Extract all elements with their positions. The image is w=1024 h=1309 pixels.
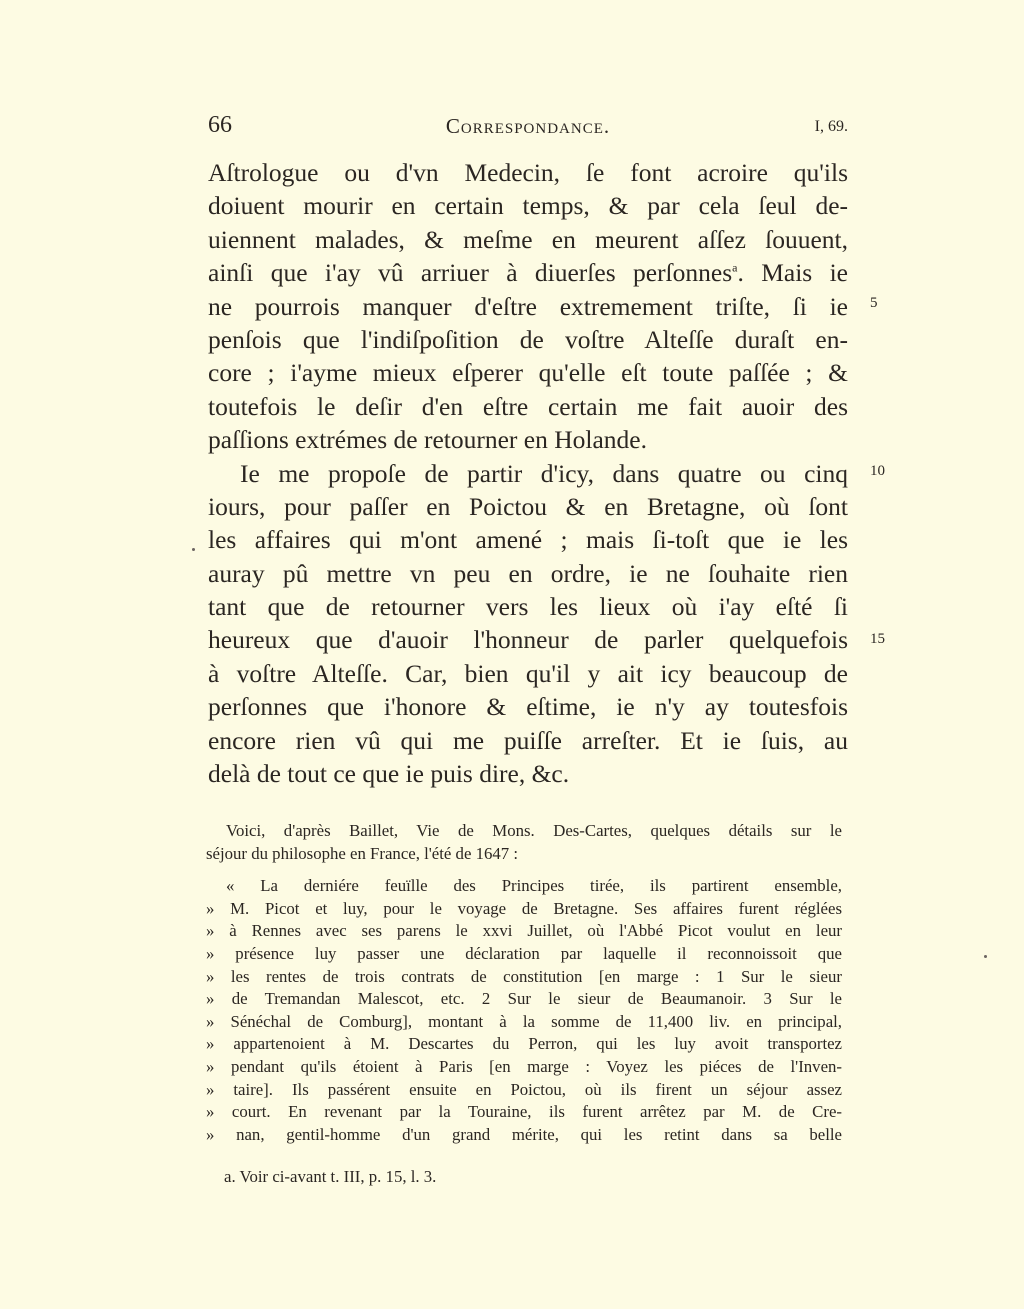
- editorial-notes: [206, 820, 842, 1146]
- note-line: séjour du philosophe en France, l'été de 1647 :: [206, 843, 519, 863]
- text-line: penſois que l'indiſpoſition de voſtre Alteſſe duraſt en-: [208, 324, 848, 354]
- quote-line: » taire]. Ils passérent ensuite en Poictou, où ils firent un séjour assez: [206, 1079, 842, 1099]
- quote-line: » Sénéchal de Comburg], montant à la somme de 11,400 liv. en principal,: [206, 1011, 842, 1031]
- text-line: delà de tout ce que ie puis dire, &c.: [208, 759, 570, 789]
- text-line: doiuent mourir en certain temps, & par cela ſeul de-: [208, 191, 848, 221]
- page-number: 66: [208, 112, 232, 138]
- quote-line: » à Rennes avec ses parens le xxvi Juillet, où l'Abbé Picot voulut en leur: [206, 921, 842, 941]
- quote-line: » de Tremandan Malescot, etc. 2 Sur le sieur de Beaumanoir. 3 Sur le: [206, 989, 842, 1009]
- quote-line: » M. Picot et luy, pour le voyage de Bretagne. Ses affaires furent réglées: [206, 898, 842, 918]
- footnote: a. Voir ci-avant t. III, p. 15, l. 3.: [224, 1167, 437, 1186]
- text-line-continuation: . Mais ie: [737, 258, 848, 288]
- text-line: tant que de retourner vers les lieux où i'ay eſté ſi: [208, 592, 848, 622]
- text-line: [208, 256, 848, 289]
- text-line: core ; i'ayme mieux eſperer qu'elle eſt toute paſſée ; &: [208, 358, 848, 388]
- quote-line: « La derniére feuïlle des Principes tirée, ils partirent ensemble,: [226, 876, 842, 896]
- footnote-marker: a: [732, 260, 738, 275]
- text-line: encore rien vû qui me puiſſe arreſter. Et ie ſuis, au: [208, 725, 848, 755]
- baillet-quote: [206, 875, 842, 1146]
- text-line: paſſions extrémes de retourner en Holande.: [208, 425, 648, 455]
- text-line: les affaires qui m'ont amené ; mais ſi-toſt que ie les: [208, 525, 848, 555]
- stray-mark: [984, 955, 987, 958]
- quote-line: » appartenoient à M. Descartes du Perron, qui les luy avoit transportez: [206, 1034, 842, 1054]
- text-line: toutefois le deſir d'en eſtre certain me fait auoir des: [208, 391, 848, 421]
- text-line: heureux que d'auoir l'honneur de parler quelquefois: [208, 625, 848, 655]
- page-title: Correspondance.: [445, 114, 611, 138]
- text-line: Ie me propoſe de partir d'icy, dans quatre ou cinq: [240, 458, 848, 488]
- quote-line: » court. En revenant par la Touraine, ils furent arrêtez par M. de Cre-: [206, 1102, 842, 1122]
- text-line: auray pû mettre vn peu en ordre, ie ne ſouhaite rien: [208, 558, 848, 588]
- stray-mark: [192, 548, 195, 551]
- letter-body: [208, 156, 848, 790]
- text-line-content: ainſi que i'ay vû arriuer à diuerſes perſonnes: [208, 258, 733, 288]
- note-line: Voici, d'après Baillet, Vie de Mons. Des-Cartes, quelques détails sur le: [226, 821, 842, 840]
- page-reference: I, 69.: [814, 118, 848, 135]
- quote-line: » les rentes de trois contrats de constitution [en marge : 1 Sur le sieur: [206, 966, 842, 986]
- quote-line: » présence luy passer une déclaration par laquelle il reconnoissoit que: [206, 943, 842, 963]
- text-line: à voſtre Alteſſe. Car, bien qu'il y ait icy beaucoup de: [208, 658, 848, 688]
- line-number: 10: [870, 463, 885, 479]
- quote-line: » pendant qu'ils étoient à Paris [en marge : Voyez les piéces de l'Inven-: [206, 1056, 842, 1076]
- text-line: perſonnes que i'honore & eſtime, ie n'y ay toutesfois: [208, 692, 848, 722]
- quote-line: » nan, gentil-homme d'un grand mérite, qui les retint dans sa belle: [206, 1124, 842, 1144]
- text-line: ne pourrois manquer d'eſtre extremement triſte, ſi ie: [208, 291, 848, 321]
- text-line: iours, pour paſſer en Poictou & en Bretagne, où ſont: [208, 491, 848, 521]
- line-number: 15: [870, 631, 885, 647]
- line-number: 5: [870, 295, 878, 311]
- running-head: [208, 112, 848, 142]
- text-line: Aſtrologue ou d'vn Medecin, ſe font acroire qu'ils: [208, 158, 848, 187]
- text-line: uiennent malades, & meſme en meurent aſſez ſouuent,: [208, 224, 848, 254]
